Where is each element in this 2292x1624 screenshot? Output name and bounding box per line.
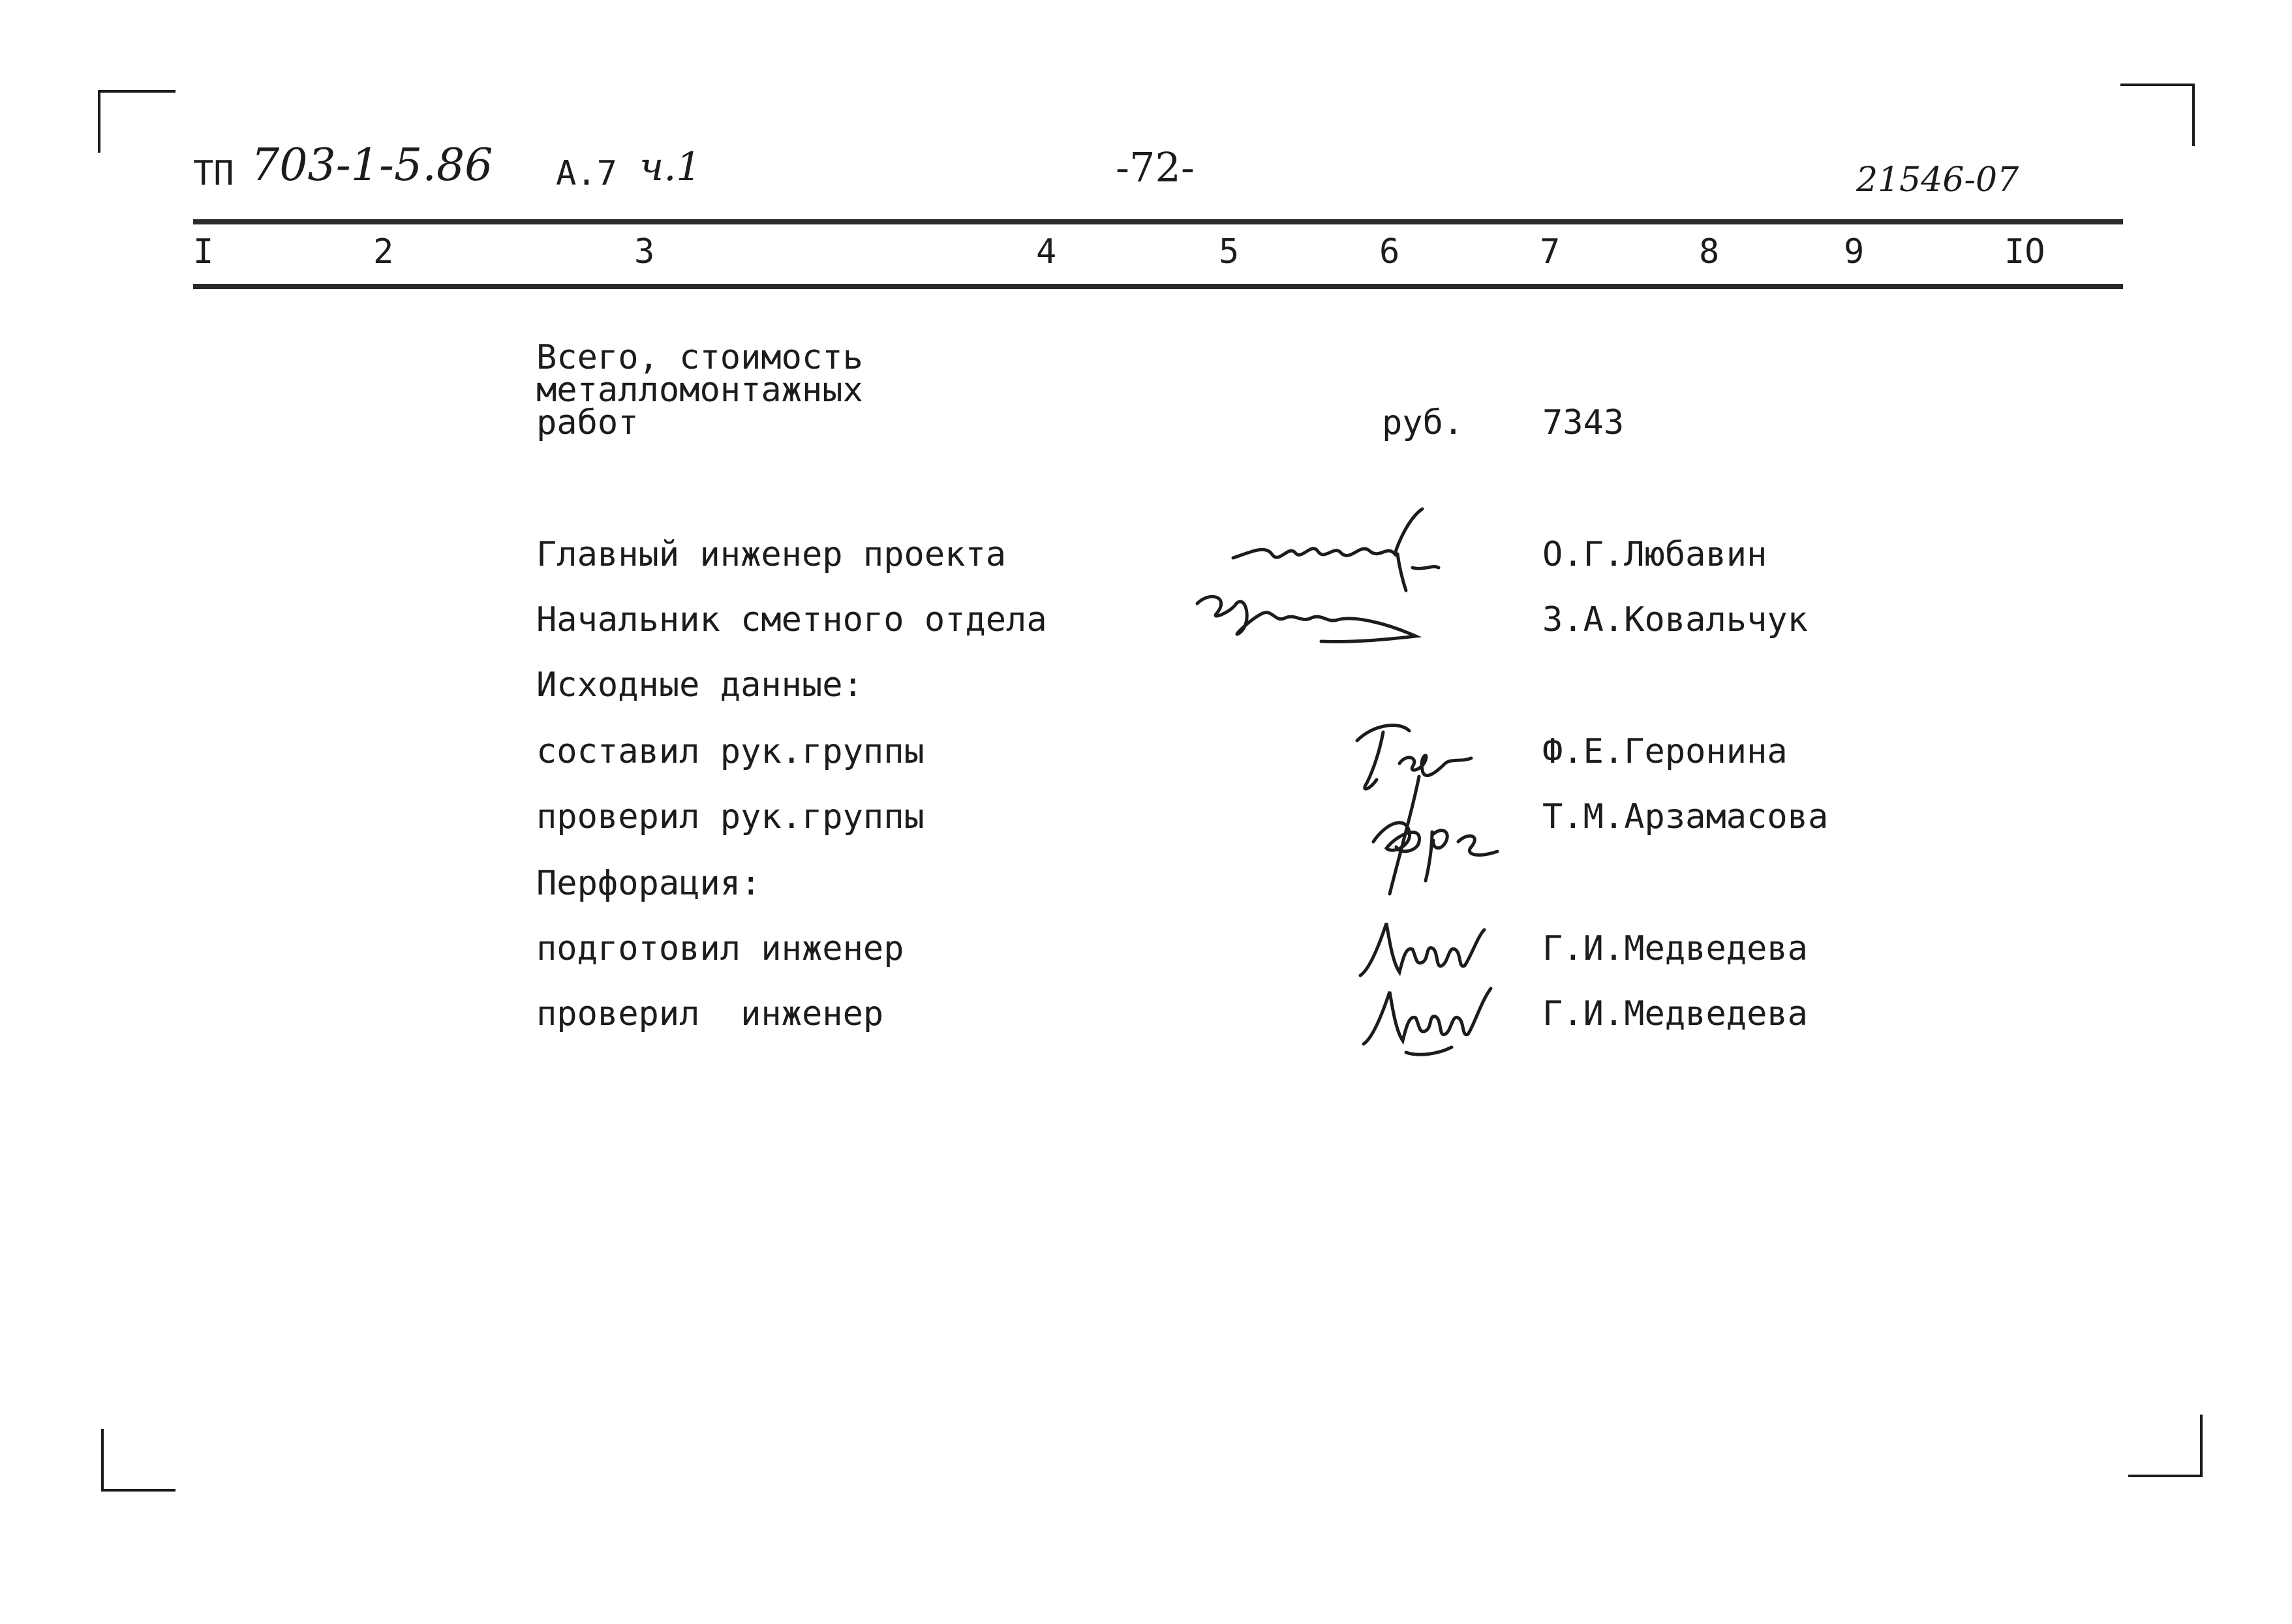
album-handwritten: ч.1 (639, 144, 701, 190)
perforation-name-prepared: Г.И.Медведева (1542, 929, 1808, 968)
column-number-6: 6 (1379, 232, 1400, 271)
signature-estimate-head (1191, 584, 1452, 656)
column-number-8: 8 (1699, 232, 1720, 271)
total-label-line-2: металломонтажных (536, 371, 863, 410)
total-value: 7343 (1542, 403, 1625, 442)
corner-mark-top-right (2120, 84, 2195, 146)
column-number-3: 3 (634, 232, 655, 271)
table-top-rule (193, 219, 2123, 224)
approval-name-chief-engineer: О.Г.Любавин (1542, 535, 1767, 574)
source-data-name-checked: Т.М.Арзамасова (1542, 797, 1829, 836)
perforation-name-checked: Г.И.Медведева (1542, 994, 1808, 1034)
perforation-heading: Перфорация: (536, 864, 761, 903)
approval-role-chief-engineer: Главный инженер проекта (536, 535, 1007, 574)
perforation-role-checked: проверил инженер (536, 994, 884, 1034)
series-handwritten: 703-1-5.86 (251, 140, 493, 191)
perforation-role-prepared: подготовил инженер (536, 929, 904, 968)
total-label-line-3: работ (536, 403, 639, 442)
corner-mark-bottom-right (2128, 1415, 2203, 1477)
column-number-9: 9 (1844, 232, 1865, 271)
total-label-line-1: Всего, стоимость (536, 338, 863, 377)
approval-name-estimate-head: З.А.Ковальчук (1542, 600, 1808, 639)
source-data-role-compiled: составил рук.группы (536, 732, 924, 771)
source-data-role-checked: проверил рук.группы (536, 797, 924, 836)
column-number-2: 2 (373, 232, 394, 271)
column-number-7: 7 (1540, 232, 1561, 271)
column-number-5: 5 (1219, 232, 1240, 271)
column-number-4: 4 (1036, 232, 1057, 271)
page-number: -72- (1116, 144, 1195, 191)
signature-perforation-checked (1354, 975, 1504, 1060)
signature-checked (1360, 770, 1504, 900)
signature-chief-engineer (1227, 506, 1468, 597)
archive-number: 21546-07 (1856, 161, 2019, 200)
approval-role-estimate-head: Начальник сметного отдела (536, 600, 1047, 639)
column-number-1: I (193, 232, 214, 271)
total-unit: руб. (1382, 403, 1464, 442)
source-data-heading: Исходные данные: (536, 666, 863, 705)
corner-mark-top-left (98, 90, 176, 153)
source-data-name-compiled: Ф.Е.Геронина (1542, 732, 1788, 771)
album-printed: А.7 (556, 154, 617, 193)
column-number-10: IO (2004, 232, 2045, 271)
corner-mark-bottom-left (101, 1429, 176, 1492)
series-printed: ТП (193, 154, 234, 193)
table-bottom-rule (193, 284, 2123, 289)
